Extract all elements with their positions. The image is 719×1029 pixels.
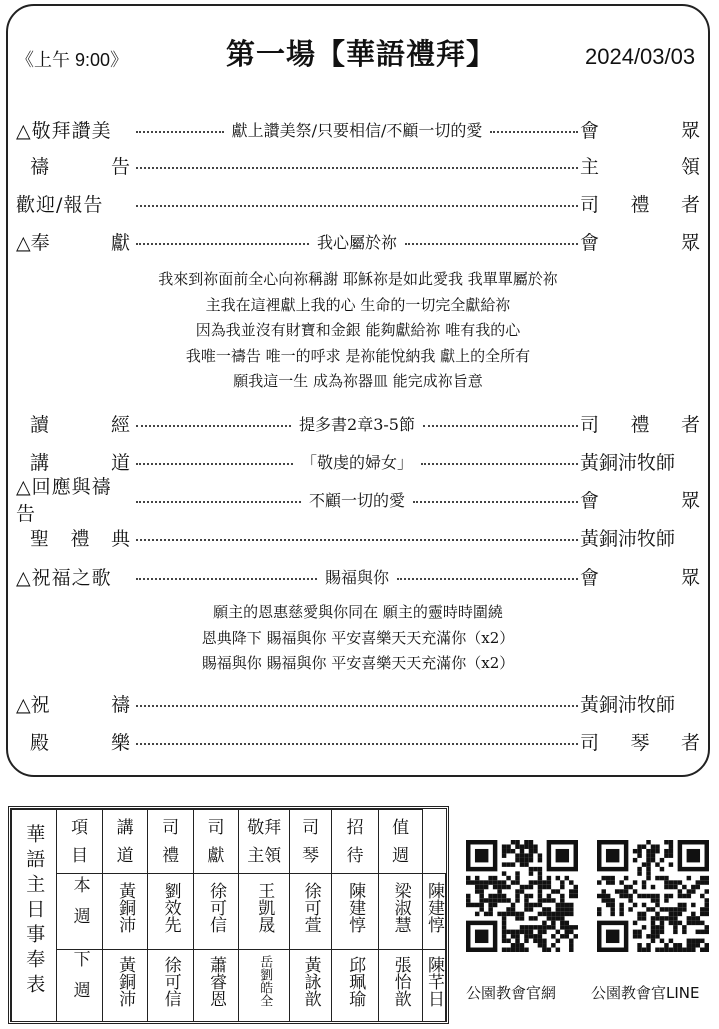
page-title: 第一場【華語禮拜】 xyxy=(226,37,497,71)
schedule-cell xyxy=(379,950,423,1022)
leader-dots xyxy=(136,501,301,503)
leader-dots xyxy=(136,578,317,580)
qr-code-icon[interactable] xyxy=(597,840,709,952)
leader-dots xyxy=(136,425,291,427)
order-item-label: 聖 xyxy=(30,527,50,550)
order-item-leader: 者 xyxy=(680,413,700,436)
lyric-line: 主我在這裡獻上我的心 生命的一切完全獻給祢 xyxy=(205,295,511,314)
schedule-cell xyxy=(423,874,446,950)
leader-dots xyxy=(136,463,293,465)
schedule-column-header-text: 值週 xyxy=(392,817,410,866)
order-item-label: 禱 xyxy=(110,693,130,716)
leader-dots xyxy=(136,205,578,207)
leader-dots xyxy=(136,539,578,541)
order-item-leader: 禮 xyxy=(630,413,650,436)
order-item-leader: 會 xyxy=(580,119,600,142)
order-item-content: 獻上讚美祭/只要相信/不顧一切的愛 xyxy=(231,120,483,140)
line-qr-label: 公園教會官LINE xyxy=(591,984,700,1002)
schedule-column-header-text: 招待 xyxy=(346,817,364,866)
lyric-line: 因為我並沒有財寶和金銀 能夠獻給祢 唯有我的心 xyxy=(195,321,521,339)
qr-code-icon[interactable] xyxy=(466,840,578,952)
schedule-title: 華語主日事奉表 xyxy=(12,810,57,1022)
schedule-cell xyxy=(379,874,423,950)
schedule-column-header-text: 司琴 xyxy=(302,817,320,866)
order-item-label: 講 xyxy=(30,451,50,474)
website-qr-label: 公園教會官網 xyxy=(466,984,557,1002)
order-item-label: 經 xyxy=(110,413,130,436)
lyric-line: 我唯一禱告 唯一的呼求 是祢能悅納我 獻上的全所有 xyxy=(185,346,531,365)
schedule-cell xyxy=(239,874,290,950)
order-item-leader: 黃銅沛牧師 xyxy=(580,451,676,474)
schedule-cell xyxy=(148,950,193,1022)
leader-dots xyxy=(136,243,309,245)
leader-dots xyxy=(490,131,578,133)
schedule-column-header xyxy=(148,810,193,874)
lyric-line: 恩典降下 賜福與你 平安喜樂天天充滿你（x2） xyxy=(201,628,515,647)
schedule-column-header xyxy=(193,810,238,874)
blessing-lyrics xyxy=(16,600,700,677)
order-item-label: 禮 xyxy=(70,527,90,550)
order-row xyxy=(16,150,700,180)
schedule-cell-name: 黃銅沛 xyxy=(115,955,136,1007)
schedule-cell-name: 岳劉皓全 xyxy=(257,955,273,1007)
order-row xyxy=(16,476,701,525)
leader-dots xyxy=(421,463,578,465)
order-row xyxy=(16,226,700,256)
schedule-cell-name: 黃銅沛 xyxy=(115,881,136,933)
schedule-cell-name: 徐可信 xyxy=(160,955,181,1007)
schedule-column-header-text: 司獻 xyxy=(207,817,225,866)
schedule-cell-name: 邱珮瑜 xyxy=(345,955,366,1007)
order-item-label: 讀 xyxy=(30,413,50,436)
schedule-cell xyxy=(239,950,290,1022)
schedule-column-header xyxy=(239,810,290,874)
order-item-label: 獻 xyxy=(110,231,130,254)
order-item-leader: 領 xyxy=(680,155,700,178)
order-item-content: 不顧一切的愛 xyxy=(309,490,406,510)
order-item-leader: 眾 xyxy=(681,231,701,254)
order-item-content: 提多書2章3-5節 xyxy=(299,414,415,434)
order-item-leader: 會 xyxy=(580,566,600,589)
order-item-label: △奉 xyxy=(16,231,50,254)
schedule-cell xyxy=(423,950,446,1022)
order-item-label: 殿 xyxy=(30,731,50,754)
schedule-cell-name: 王凱晟 xyxy=(254,881,275,933)
schedule-column-header xyxy=(102,810,147,874)
order-item-leader: 眾 xyxy=(681,119,701,142)
schedule-cell xyxy=(193,874,238,950)
schedule-week-label-text: 本週 xyxy=(69,876,90,938)
order-item-content: 賜福與你 xyxy=(325,567,390,587)
order-item-leader: 會 xyxy=(580,231,600,254)
order-row xyxy=(16,726,700,756)
order-item-leader: 主 xyxy=(580,155,600,178)
order-item-label: 典 xyxy=(110,527,130,550)
lyric-line: 願我這一生 成為祢器皿 能完成祢旨意 xyxy=(233,372,483,390)
order-item-leader: 司 xyxy=(580,731,600,754)
leader-dots xyxy=(136,705,578,707)
order-item-leader: 司 xyxy=(580,413,600,436)
order-item-label: 禱 xyxy=(30,155,50,178)
lyric-line: 願主的恩惠慈愛與你同在 願主的靈時時圍繞 xyxy=(213,603,503,621)
schedule-cell-name: 徐可萱 xyxy=(300,881,321,933)
leader-dots xyxy=(423,425,578,427)
order-item-label: 道 xyxy=(110,451,130,474)
order-item-label: △敬拜讚美 xyxy=(16,119,112,142)
schedule-cell xyxy=(290,874,332,950)
offering-lyrics xyxy=(16,267,700,395)
schedule-week-label xyxy=(57,874,102,950)
schedule-column-header-text: 項目 xyxy=(71,817,89,866)
schedule-cell xyxy=(148,874,193,950)
leader-dots xyxy=(136,167,578,169)
schedule-cell-name: 陳建惇 xyxy=(345,881,366,933)
order-item-leader: 眾 xyxy=(681,489,701,512)
leader-dots xyxy=(136,743,578,745)
schedule-cell xyxy=(332,950,379,1022)
order-item-leader: 琴 xyxy=(630,731,650,754)
schedule-cell-name: 梁淑慧 xyxy=(390,881,411,933)
leader-dots xyxy=(413,501,578,503)
order-row xyxy=(16,561,700,591)
order-item-leader: 會 xyxy=(580,489,600,512)
schedule-cell-name: 黃詠歆 xyxy=(300,955,321,1007)
schedule-cell-name: 陳芊日 xyxy=(424,955,444,1007)
schedule-column-header-text: 司禮 xyxy=(162,817,180,866)
schedule-cell xyxy=(290,950,332,1022)
schedule-cell-name: 陳建惇 xyxy=(424,881,444,933)
order-row xyxy=(16,688,700,718)
schedule-column-header-text: 講道 xyxy=(116,817,134,866)
order-row xyxy=(16,114,700,144)
schedule-cell-name: 徐可信 xyxy=(206,881,227,933)
schedule-cell xyxy=(332,874,379,950)
order-item-label: △祝 xyxy=(16,693,50,716)
leader-dots xyxy=(405,243,578,245)
leader-dots xyxy=(397,578,578,580)
schedule-column-header xyxy=(57,810,102,874)
schedule-week-label-text: 下週 xyxy=(69,950,90,1012)
order-row xyxy=(16,522,700,552)
schedule-cell-name: 張怡歆 xyxy=(390,955,411,1007)
order-item-label: 告 xyxy=(110,155,130,178)
service-date: 2024/03/03 xyxy=(585,44,696,69)
order-row xyxy=(16,408,700,438)
schedule-week-label xyxy=(57,950,102,1022)
schedule-cell xyxy=(102,874,147,950)
schedule-column-header xyxy=(379,810,423,874)
order-item-label: △回應與禱告 xyxy=(16,476,112,525)
order-item-leader: 黃銅沛牧師 xyxy=(580,527,676,550)
schedule-cell-name: 劉效先 xyxy=(160,881,181,933)
order-item-leader: 禮 xyxy=(630,193,650,216)
lyric-line: 我來到祢面前全心向祢稱謝 耶穌祢是如此愛我 我單單屬於祢 xyxy=(158,270,558,288)
lyric-line: 賜福與你 賜福與你 平安喜樂天天充滿你（x2） xyxy=(201,654,515,672)
leader-dots xyxy=(136,131,224,133)
order-row xyxy=(16,188,700,218)
order-item-leader: 者 xyxy=(680,731,700,754)
order-item-label: △祝福之歌 xyxy=(16,566,112,589)
schedule-cell xyxy=(193,950,238,1022)
order-item-leader: 黃銅沛牧師 xyxy=(580,693,676,716)
schedule-column-header-text: 敬拜主領 xyxy=(247,817,282,866)
service-schedule-table xyxy=(8,806,449,1024)
service-time: 《上午 9:00》 xyxy=(16,50,129,70)
schedule-column-header xyxy=(332,810,379,874)
order-item-content: 我心屬於祢 xyxy=(317,232,398,252)
order-item-leader: 者 xyxy=(680,193,700,216)
order-item-leader: 司 xyxy=(580,193,600,216)
schedule-column-header xyxy=(290,810,332,874)
schedule-cell-name: 蕭睿恩 xyxy=(206,955,227,1007)
schedule-cell xyxy=(102,950,147,1022)
order-item-leader: 眾 xyxy=(681,566,701,589)
order-item-content: 「敬虔的婦女」 xyxy=(301,452,414,472)
order-item-label: 歡迎/報告 xyxy=(16,193,104,216)
order-item-label: 樂 xyxy=(110,731,130,754)
